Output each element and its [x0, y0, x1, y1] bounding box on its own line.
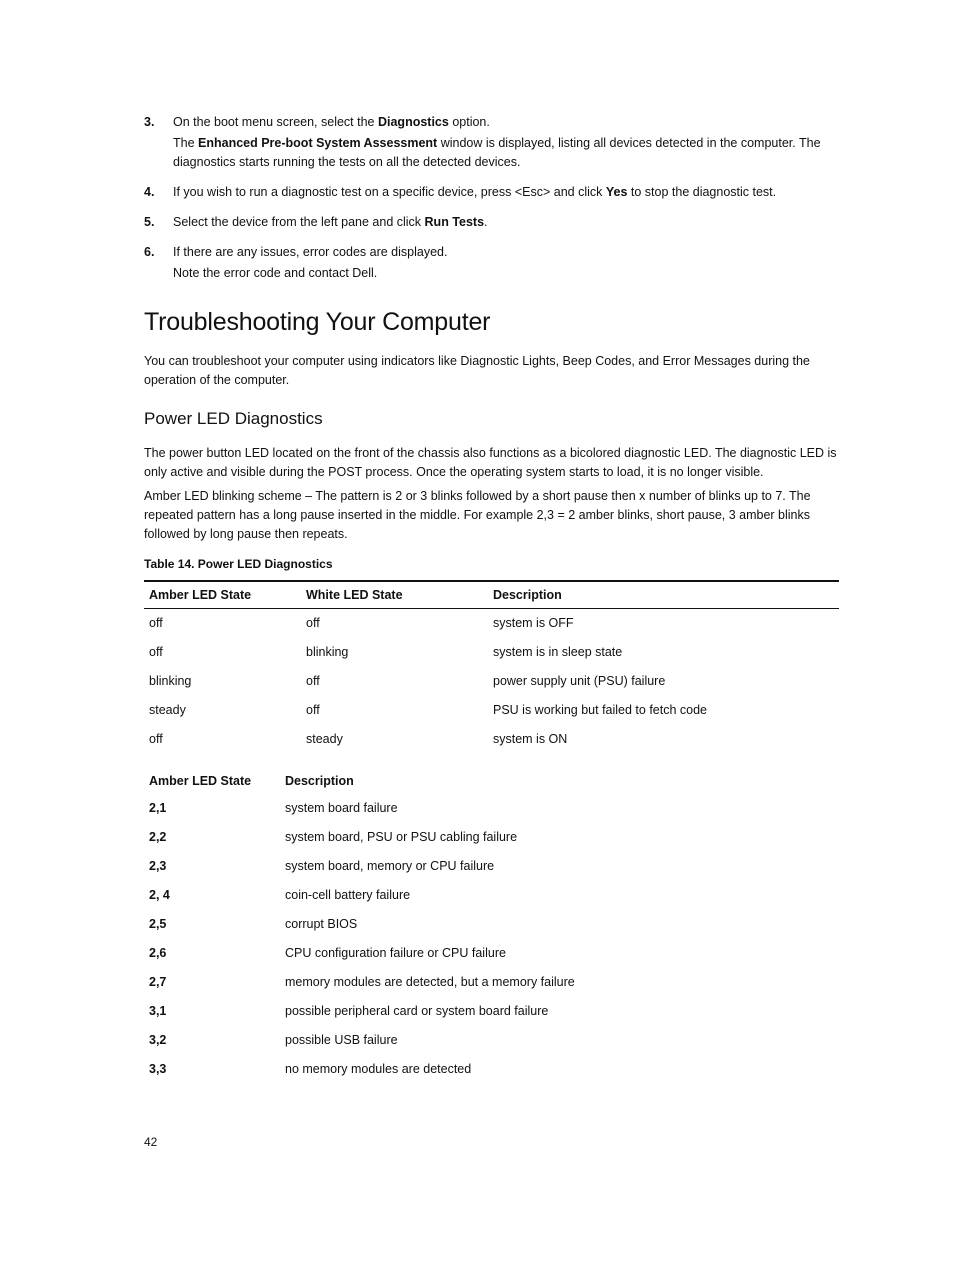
table-cell: coin-cell battery failure — [285, 888, 411, 902]
column-header: Amber LED State — [149, 774, 252, 788]
table-cell: off — [306, 616, 320, 630]
table-cell: steady — [149, 703, 186, 717]
table-cell: no memory modules are detected — [285, 1062, 472, 1076]
table-caption: Table 14. Power LED Diagnostics — [144, 557, 333, 571]
table-cell: power supply unit (PSU) failure — [493, 674, 666, 688]
table-cell: blinking — [306, 645, 349, 659]
step-text: Select the device from the left pane and click Run Tests. — [173, 215, 488, 229]
table-row — [144, 794, 839, 823]
column-header: Description — [285, 774, 354, 788]
step-number: 5. — [144, 215, 155, 229]
table-row — [144, 609, 839, 639]
step-text: If there are any issues, error codes are displayed. — [173, 245, 448, 259]
step-item — [144, 183, 839, 202]
table-cell: off — [149, 645, 163, 659]
table-row — [144, 997, 839, 1026]
table-row — [144, 1055, 839, 1084]
table-row — [144, 881, 839, 910]
table-cell: system board, memory or CPU failure — [285, 859, 495, 873]
subsection-paragraph: The power button LED located on the front of the chassis also functions as a bicolored diagnostic LED. The diagnostic LED is only active and visible during the POST process. Once the operating system starts to load, it is no longer visible. — [144, 446, 837, 479]
step-list — [144, 113, 839, 283]
table-cell: system board, PSU or PSU cabling failure — [285, 830, 518, 844]
step-note: The Enhanced Pre-boot System Assessment window is displayed, listing all devices detected in the computer. The diagnostics starts running the tests on all the detected devices. — [173, 136, 821, 169]
step-item — [144, 243, 839, 283]
step-number: 3. — [144, 115, 155, 129]
table-row — [144, 823, 839, 852]
step-text: If you wish to run a diagnostic test on a specific device, press <Esc> and click Yes to stop the diagnostic test. — [173, 185, 777, 199]
table-header-row — [144, 768, 839, 794]
table-cell: system board failure — [285, 801, 398, 815]
table-cell: 2,5 — [149, 917, 167, 931]
column-header: Amber LED State — [144, 581, 301, 609]
table-cell: 2,3 — [149, 859, 167, 873]
table-row — [144, 1026, 839, 1055]
page-number: 42 — [144, 1135, 158, 1149]
table-cell: 2, 4 — [149, 888, 170, 902]
table-cell: CPU configuration failure or CPU failure — [285, 946, 506, 960]
table-cell: 2,7 — [149, 975, 167, 989]
table-row — [144, 910, 839, 939]
table-cell: PSU is working but failed to fetch code — [493, 703, 708, 717]
table-cell: system is OFF — [493, 616, 574, 630]
table-cell: 2,2 — [149, 830, 167, 844]
table-cell: 3,3 — [149, 1062, 167, 1076]
table-cell: corrupt BIOS — [285, 917, 358, 931]
table-row — [144, 939, 839, 968]
step-number: 6. — [144, 245, 155, 259]
table-cell: off — [149, 732, 163, 746]
table-cell: possible USB failure — [285, 1033, 398, 1047]
table-cell: 3,1 — [149, 1004, 167, 1018]
table-cell: memory modules are detected, but a memory failure — [285, 975, 575, 989]
table-cell: 2,6 — [149, 946, 167, 960]
table-cell: blinking — [149, 674, 192, 688]
table-cell: 2,1 — [149, 801, 167, 815]
table-cell: 3,2 — [149, 1033, 167, 1047]
table-row — [144, 638, 839, 667]
step-text: On the boot menu screen, select the Diagnostics option. — [173, 115, 490, 129]
subsection-title: Power LED Diagnostics — [144, 409, 323, 428]
section-title: Troubleshooting Your Computer — [144, 308, 491, 336]
step-note: Note the error code and contact Dell. — [173, 266, 378, 280]
page-content — [144, 113, 839, 1084]
power-led-table — [144, 580, 839, 754]
table-header-row — [144, 581, 839, 609]
step-number: 4. — [144, 185, 155, 199]
table-cell: possible peripheral card or system board failure — [285, 1004, 549, 1018]
table-cell: system is ON — [493, 732, 568, 746]
column-header: Description — [488, 581, 839, 609]
table-row — [144, 696, 839, 725]
table-cell: steady — [306, 732, 343, 746]
table-row — [144, 852, 839, 881]
table-cell: off — [149, 616, 163, 630]
subsection-paragraph: Amber LED blinking scheme – The pattern is 2 or 3 blinks followed by a short pause then x number of blinks up to 7. The repeated pattern has a long pause inserted in the middle. For example 2,3 = 2 amber blinks, short pause, 3 amber blinks followed by long pause then repeats. — [144, 489, 811, 541]
table-cell: off — [306, 703, 320, 717]
column-header: White LED State — [301, 581, 488, 609]
table-row — [144, 725, 839, 754]
amber-code-table — [144, 768, 839, 1084]
step-item — [144, 213, 839, 232]
table-row — [144, 968, 839, 997]
table-row — [144, 667, 839, 696]
table-cell: system is in sleep state — [493, 645, 623, 659]
section-intro: You can troubleshoot your computer using indicators like Diagnostic Lights, Beep Codes, and Error Messages during the operation of the computer. — [144, 354, 810, 387]
table-cell: off — [306, 674, 320, 688]
step-item — [144, 113, 839, 172]
